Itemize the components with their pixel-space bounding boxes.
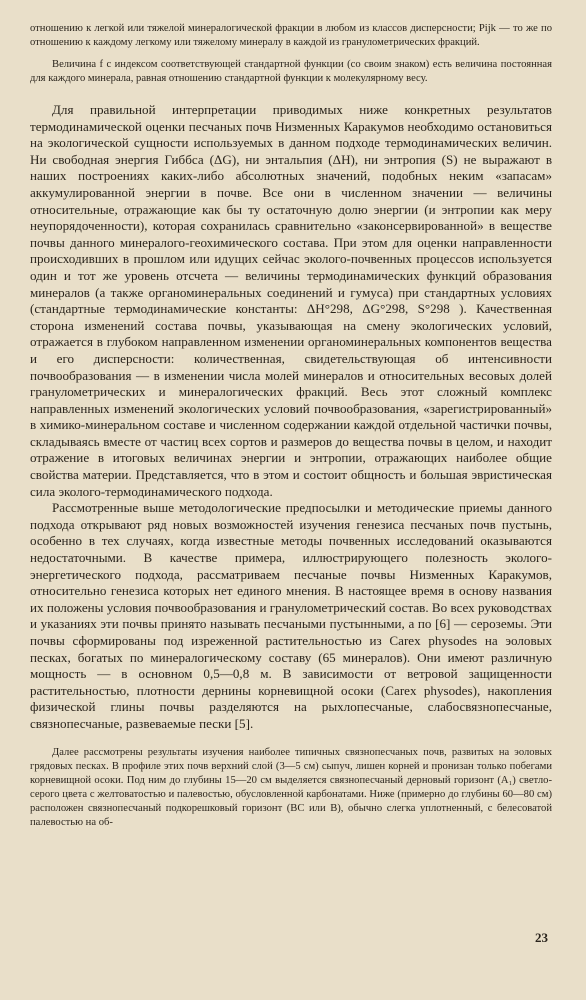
body-paragraph-1: Для правильной интерпретации приводимых ниже конкретных результатов термодинамической оценки песчаных почв Низменных Каракумов необходимо остановиться на экологической сущности используемых в данном подходе термодинамических величин. Ни свободная энергия Гиббса (ΔG), ни энтальпия (ΔH), ни энтропия (S) не выражают в наших построениях каких-либо абсолютных значений, подобных неким «запасам» аккумулированной энергии в почве. Все они в численном значении — величины относительные, отражающие как бы ту остаточную долю энергии (и энтропии как меру неупорядоченности), которая сохранилась сравнительно «законсервированной» в веществе почвы данного минералого-геохимического состава. При этом для оценки направленности происходивших в прошлом или идущих сейчас эколого-почвенных процессов используется один и тот же уровень отсчета — величины термодинамических функций образования минералов (а также органоминеральных соединений и гумуса) при стандартных условиях (стандартные термодинамические константы: ΔH°298, ΔG°298, S°298 ). Качественная сторона изменений состава почвы, указывающая на смену экологических условий, отражается в глубоком направленном изменении органоминеральных компонентов вещества и его дисперсности: количественная, свидетельствующая об интенсивности почвообразования — в изменении числа молей минералов и относительных весовых долей гранулометрических и минералогических фракций. Весь этот сложный комплекс направленных изменений экологических условий почвообразования, «зарегистрированный» в химико-минеральном составе и численном содержании каждой отдельной частички почвы, складываясь вместе от частиц всех сортов и размеров до вещества почвы в целом, и находит отражение в итоговых величинах энергии и энтропии, отражающих наиболее общие свойства материи. Представляется, что в этом и состоит общность и большая эвристическая сила эколого-термодинамического подхода. — [30, 102, 552, 499]
body-paragraph-2: Рассмотренные выше методологические предпосылки и методические приемы данного подхода открывают ряд новых возможностей изучения генезиса песчаных почв пустынь, особенно в тех случаях, когда известные методы почвенных исследований оказываются недостаточными. В качестве примера, иллюстрирующего полезность эколого-энергетического подхода, рассматриваем песчаные почвы Низменных Каракумов, относительно генезиса которых нет единого мнения. В настоящее время в основу названия их положены условия почвообразования и гранулометрический состав. Во всех руководствах и указаниях эти почвы принято называть песчаными пустынными, а по [6] — сероземы. Эти почвы сформированы под изреженной растительностью из Carex physodes на эоловых песках, богатых по минералогическому составу (65 минералов). Они имеют различную мощность — в основном 0,5—0,8 м. В зависимости от ветровой защищенности растительностью, плотности дернины корневищной осоки (Carex physodes), накопления физической глины почвы разделяются на рыхлопесчаные, слабосвязнопесчаные, связнопесчаные, развеваемые пески [5]. — [30, 500, 552, 731]
top-footnote-paragraph-2: Величина f с индексом соответствующей стандартной функции (со своим знаком) есть величина постоянная для каждого минерала, равная отношению стандартной функции к молекулярному весу. — [30, 59, 552, 84]
bottom-footnote — [30, 746, 552, 830]
top-footnote — [30, 0, 552, 86]
page-number: 23 — [535, 930, 548, 945]
bottom-footnote-paragraph: Далее рассмотрены результаты изучения наиболее типичных связнопесчаных почв, развитых на эоловых грядовых песках. В профиле этих почв верхний слой (3—5 см) сыпуч, лишен корней и пронизан только побегами корневищной осоки. Под ним до глубины 15—20 см выделяется связнопесчаный дерновый горизонт (A₁) светло-серого цвета с желтоватостью и палевостью, обусловленной карбонатами. Ниже (примерно до глубины 60—80 см) расположен связнопесчаный подкорешковый горизонт (BC или B), обычно слегка уплотненный, с белесоватой палевостью на об- — [30, 746, 552, 828]
main-text — [30, 102, 552, 733]
top-footnote-paragraph-1: отношению к легкой или тяжелой минералогической фракции в любом из классов дисперсности; Pijk — то же по отношению к каждому легкому или тяжелому минералу в каждой из гранулометрических фракций. — [30, 23, 552, 48]
